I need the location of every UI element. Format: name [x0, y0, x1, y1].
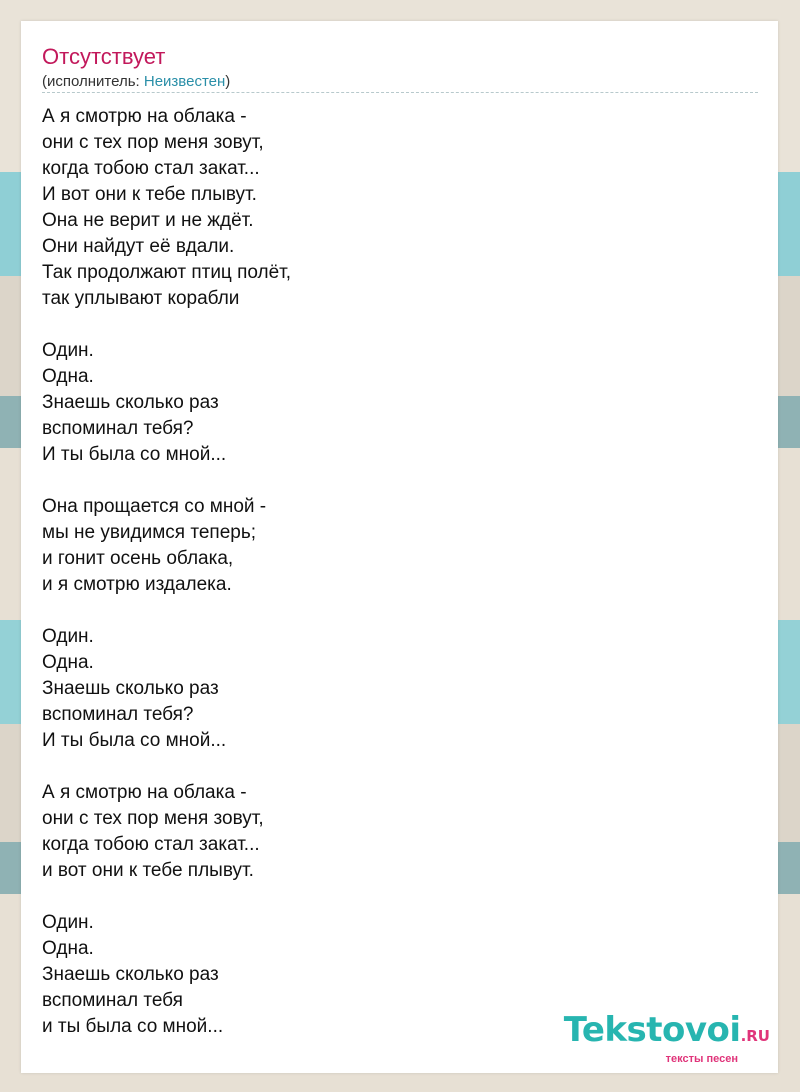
lyrics-stanza: [42, 780, 291, 884]
lyrics-line: Одна.: [42, 938, 94, 959]
lyrics-line: и я смотрю издалека.: [42, 574, 232, 595]
lyrics-line: А я смотрю на облака -: [42, 106, 247, 127]
lyrics-stanza: [42, 494, 291, 598]
lyrics-line: они с тех пор меня зовут,: [42, 808, 264, 829]
lyrics-line: Один.: [42, 626, 94, 647]
lyrics-line: Знаешь сколько раз: [42, 964, 219, 985]
lyrics-line: Она не верит и не ждёт.: [42, 210, 254, 231]
lyrics-line: Знаешь сколько раз: [42, 678, 219, 699]
lyrics-body: [42, 104, 291, 1066]
lyrics-stanza: [42, 910, 291, 1040]
artist-link[interactable]: Неизвестен: [143, 73, 226, 90]
lyrics-line: Так продолжают птиц полёт,: [42, 262, 292, 283]
lyrics-line: Они найдут её вдали.: [42, 236, 235, 257]
site-logo[interactable]: [563, 1010, 770, 1065]
lyrics-line: мы не увидимся теперь;: [42, 522, 257, 543]
logo-domain: .RU: [740, 1027, 770, 1045]
lyrics-card: [21, 21, 778, 1073]
lyrics-line: А я смотрю на облака -: [42, 782, 247, 803]
lyrics-stanza: [42, 624, 291, 754]
lyrics-line: Один.: [42, 912, 94, 933]
lyrics-line: Одна.: [42, 652, 94, 673]
logo-name: Tekstovoi: [563, 1010, 741, 1050]
song-title: Отсутствует: [42, 44, 166, 69]
lyrics-line: вспоминал тебя?: [42, 704, 194, 725]
lyrics-line: так уплывают корабли: [42, 288, 240, 309]
lyrics-line: Одна.: [42, 366, 94, 387]
lyrics-line: И вот они к тебе плывут.: [42, 184, 257, 205]
lyrics-line: и гонит осень облака,: [42, 548, 234, 569]
lyrics-line: когда тобою стал закат...: [42, 834, 260, 855]
lyrics-line: вспоминал тебя?: [42, 418, 194, 439]
performer-suffix: ): [225, 73, 231, 90]
lyrics-line: и ты была со мной...: [42, 1016, 224, 1037]
lyrics-line: Один.: [42, 340, 94, 361]
lyrics-stanza: [42, 104, 291, 312]
lyrics-line: вспоминал тебя: [42, 990, 183, 1011]
lyrics-line: Она прощается со мной -: [42, 496, 267, 517]
lyrics-line: Знаешь сколько раз: [42, 392, 219, 413]
title-divider: [42, 92, 758, 93]
lyrics-line: и вот они к тебе плывут.: [42, 860, 254, 881]
lyrics-line: они с тех пор меня зовут,: [42, 132, 264, 153]
lyrics-stanza: [42, 338, 291, 468]
lyrics-line: И ты была со мной...: [42, 444, 227, 465]
logo-wordmark: [563, 1010, 770, 1053]
performer-prefix: (исполнитель:: [42, 73, 144, 90]
lyrics-line: когда тобою стал закат...: [42, 158, 260, 179]
lyrics-line: И ты была со мной...: [42, 730, 227, 751]
logo-tagline: тексты песен: [665, 1053, 738, 1065]
performer-line: [42, 72, 230, 92]
